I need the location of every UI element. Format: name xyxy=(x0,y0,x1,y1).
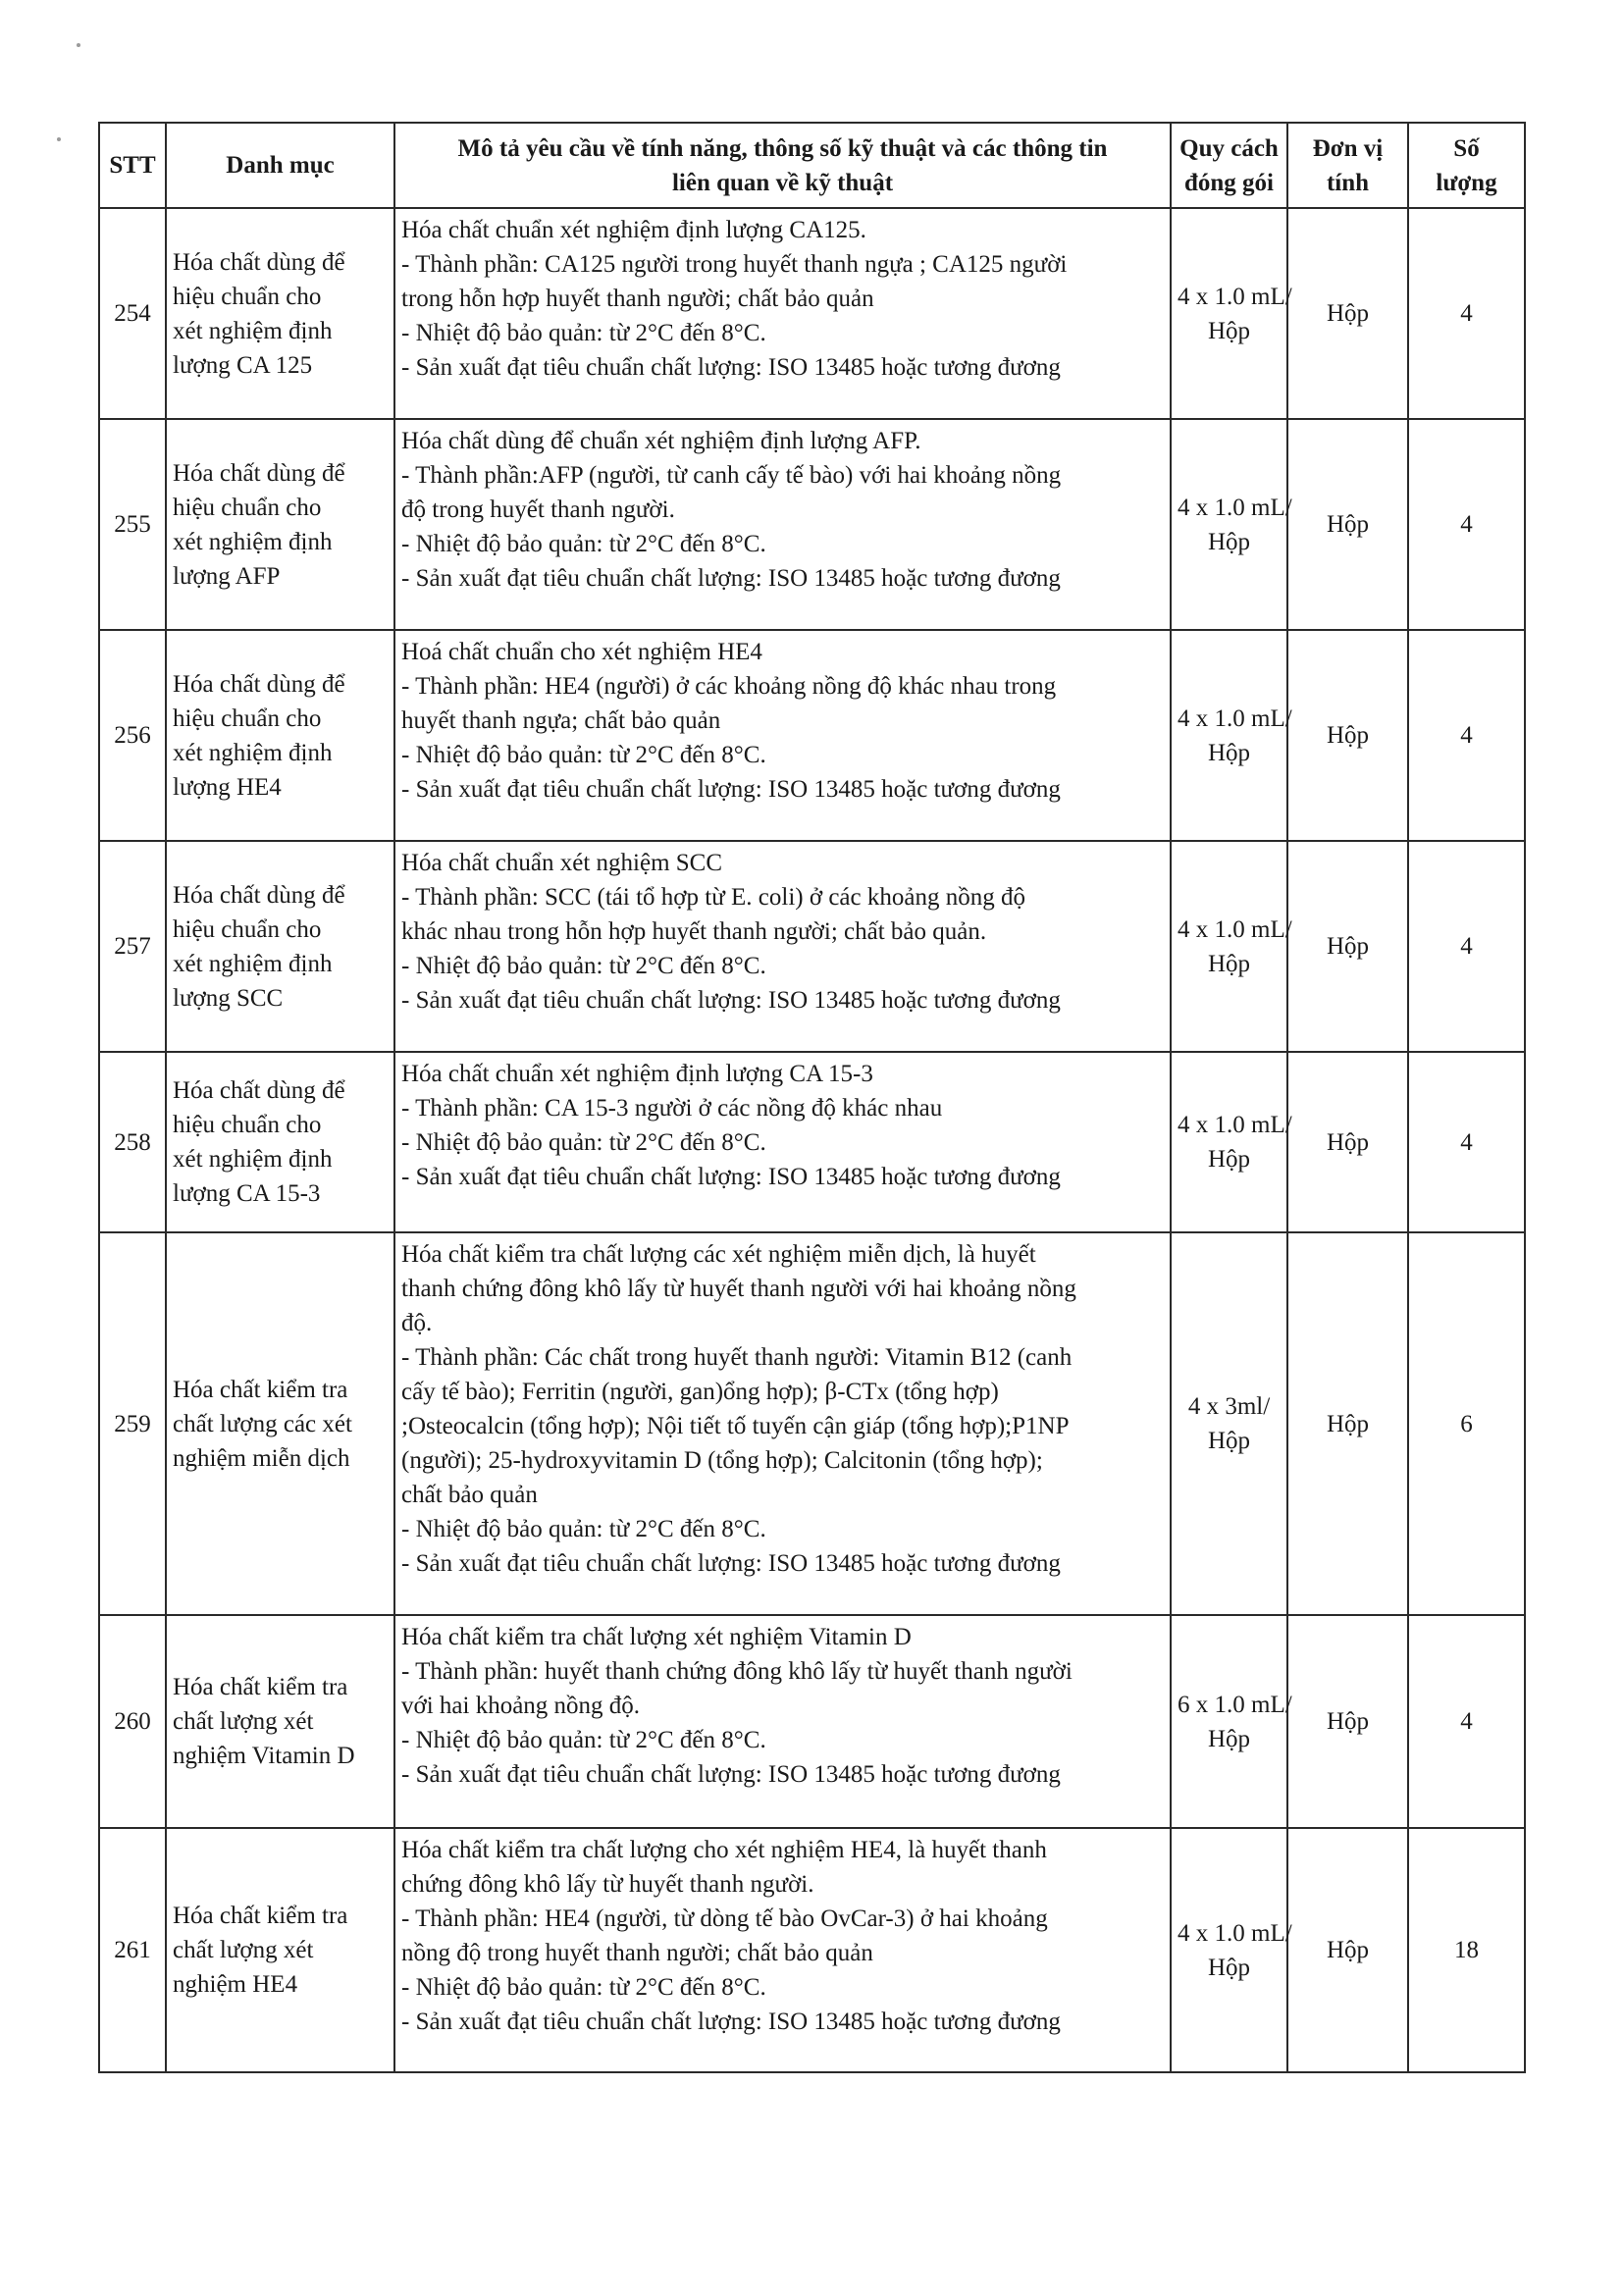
row-packaging xyxy=(1171,1052,1292,1232)
row-packaging xyxy=(1171,208,1292,419)
row-packaging-line: 6 x 1.0 mL/ xyxy=(1178,1691,1292,1718)
row-category-line: nghiệm HE4 xyxy=(173,1971,298,1998)
row-quantity: 4 xyxy=(1408,1615,1525,1828)
row-category-line: hiệu chuẩn cho xyxy=(173,915,322,943)
header-stt: STT xyxy=(99,123,166,208)
row-category-line: Hóa chất kiểm tra xyxy=(173,1903,348,1929)
row-packaging-line: 4 x 1.0 mL/ xyxy=(1178,494,1292,521)
header-quantity-line: lượng xyxy=(1436,169,1497,196)
row-stt: 258 xyxy=(99,1052,166,1232)
row-stt: 259 xyxy=(99,1232,166,1615)
row-category-line: lượng SCC xyxy=(173,984,284,1012)
header-category: Danh mục xyxy=(166,123,394,208)
row-description-line: Hóa chất chuẩn xét nghiệm định lượng CA125. xyxy=(401,217,866,243)
row-description-line: độ trong huyết thanh người. xyxy=(401,496,675,523)
row-unit: Hộp xyxy=(1287,1052,1408,1232)
row-description-line: - Thành phần: CA 15-3 người ở các nồng độ khác nhau xyxy=(401,1095,943,1122)
row-description-line: trong hỗn hợp huyết thanh người; chất bảo quản xyxy=(401,286,874,312)
row-description-line: - Nhiệt độ bảo quản: từ 2°C đến 8°C. xyxy=(401,1974,766,2001)
row-description-line: khác nhau trong hỗn hợp huyết thanh người; chất bảo quản. xyxy=(401,918,987,945)
row-description xyxy=(394,1052,1171,1232)
table-row xyxy=(99,1615,1525,1828)
row-quantity: 4 xyxy=(1408,208,1525,419)
row-packaging xyxy=(1171,419,1292,630)
row-description-line: ;Osteocalcin (tổng hợp); Nội tiết tố tuyến cận giáp (tổng hợp);P1NP xyxy=(401,1413,1070,1439)
table-header-row xyxy=(99,123,1525,208)
row-description-line: - Nhiệt độ bảo quản: từ 2°C đến 8°C. xyxy=(401,1727,766,1753)
row-packaging xyxy=(1171,1615,1292,1828)
row-description-line: huyết thanh ngựa; chất bảo quản xyxy=(401,707,721,734)
row-category-line: xét nghiệm định xyxy=(173,528,333,555)
row-stt: 257 xyxy=(99,841,166,1052)
row-category-line: nghiệm Vitamin D xyxy=(173,1743,355,1769)
row-category xyxy=(166,630,394,841)
row-description-line: - Thành phần: Các chất trong huyết thanh người: Vitamin B12 (canh xyxy=(401,1344,1073,1371)
row-packaging xyxy=(1171,841,1292,1052)
row-category xyxy=(166,1052,394,1232)
row-description-line: - Sản xuất đạt tiêu chuẩn chất lượng: ISO 13485 hoặc tương đương xyxy=(401,987,1061,1014)
row-category-line: lượng CA 15-3 xyxy=(173,1180,321,1207)
row-unit: Hộp xyxy=(1287,1615,1408,1828)
row-category-line: Hóa chất dùng để xyxy=(173,1077,345,1104)
row-description-line: Hóa chất kiểm tra chất lượng xét nghiệm Vitamin D xyxy=(401,1624,912,1650)
row-packaging-line: Hộp xyxy=(1207,528,1251,555)
row-description-line: - Sản xuất đạt tiêu chuẩn chất lượng: ISO 13485 hoặc tương đương xyxy=(401,776,1061,803)
row-description-line: - Nhiệt độ bảo quản: từ 2°C đến 8°C. xyxy=(401,1516,766,1542)
header-packaging xyxy=(1171,123,1287,208)
row-description-line: - Nhiệt độ bảo quản: từ 2°C đến 8°C. xyxy=(401,953,766,979)
row-packaging-line: Hộp xyxy=(1207,1954,1251,1981)
row-description-line: - Sản xuất đạt tiêu chuẩn chất lượng: ISO 13485 hoặc tương đương xyxy=(401,1164,1061,1190)
row-description-line: - Thành phần: SCC (tái tổ hợp từ E. coli) ở các khoảng nồng độ xyxy=(401,884,1025,911)
header-unit-line: tính xyxy=(1326,169,1370,196)
row-unit: Hộp xyxy=(1287,1828,1408,2072)
header-packaging-line: Quy cách xyxy=(1179,134,1279,162)
row-category-line: chất lượng xét xyxy=(173,1937,314,1963)
row-description-line: cấy tế bào); Ferritin (người, gan)ổng hợp); β-CTx (tổng hợp) xyxy=(401,1379,999,1405)
row-category-line: hiệu chuẩn cho xyxy=(173,704,322,732)
row-category-line: lượng HE4 xyxy=(173,773,282,801)
row-unit: Hộp xyxy=(1287,208,1408,419)
row-category-line: Hóa chất kiểm tra xyxy=(173,1376,348,1403)
row-description-line: - Thành phần: huyết thanh chứng đông khô lấy từ huyết thanh người xyxy=(401,1658,1073,1685)
row-description-line: chất bảo quản xyxy=(401,1482,538,1508)
row-quantity: 6 xyxy=(1408,1232,1525,1615)
row-category-line: Hóa chất dùng để xyxy=(173,459,345,487)
row-packaging-line: Hộp xyxy=(1207,739,1251,766)
row-description-line: - Thành phần: HE4 (người, từ dòng tế bào OvCar-3) ở hai khoảng xyxy=(401,1905,1048,1932)
row-category-line: chất lượng xét xyxy=(173,1708,314,1735)
row-category xyxy=(166,1615,394,1828)
row-description-line: với hai khoảng nồng độ. xyxy=(401,1693,641,1719)
header-unit xyxy=(1287,123,1408,208)
header-packaging-line: đóng gói xyxy=(1183,169,1274,196)
row-quantity: 4 xyxy=(1408,841,1525,1052)
row-description-line: Hóa chất chuẩn xét nghiệm định lượng CA 15-3 xyxy=(401,1061,873,1087)
row-packaging-line: Hộp xyxy=(1207,1428,1251,1454)
row-category-line: Hóa chất dùng để xyxy=(173,670,345,698)
row-description-line: Hoá chất chuẩn cho xét nghiệm HE4 xyxy=(401,639,762,665)
header-description xyxy=(394,123,1171,208)
table-row xyxy=(99,841,1525,1052)
row-packaging xyxy=(1171,1232,1287,1615)
row-description-line: thanh chứng đông khô lấy từ huyết thanh người với hai khoảng nồng xyxy=(401,1276,1076,1302)
row-category-line: xét nghiệm định xyxy=(173,739,333,766)
row-category-line: hiệu chuẩn cho xyxy=(173,283,322,310)
row-category xyxy=(166,419,394,630)
row-description-line: - Sản xuất đạt tiêu chuẩn chất lượng: ISO 13485 hoặc tương đương xyxy=(401,1761,1061,1788)
row-description-line: - Nhiệt độ bảo quản: từ 2°C đến 8°C. xyxy=(401,531,766,557)
row-packaging-line: 4 x 3ml/ xyxy=(1187,1393,1271,1420)
row-description xyxy=(394,1232,1171,1615)
row-stt: 260 xyxy=(99,1615,166,1828)
row-stt: 255 xyxy=(99,419,166,630)
row-description-line: nồng độ trong huyết thanh người; chất bảo quản xyxy=(401,1940,873,1966)
row-description-line: - Nhiệt độ bảo quản: từ 2°C đến 8°C. xyxy=(401,742,766,768)
row-description-line: độ. xyxy=(401,1310,433,1336)
row-packaging-line: Hộp xyxy=(1207,1725,1251,1752)
header-description-line: liên quan về kỹ thuật xyxy=(671,169,894,196)
technical-spec-table xyxy=(98,122,1526,2073)
row-description-line: - Thành phần: CA125 người trong huyết thanh ngựa ; CA125 người xyxy=(401,251,1068,278)
row-packaging-line: 4 x 1.0 mL/ xyxy=(1178,915,1292,943)
row-packaging xyxy=(1171,630,1292,841)
row-packaging-line: Hộp xyxy=(1207,1146,1251,1173)
row-description xyxy=(394,208,1171,419)
scan-speck xyxy=(77,43,80,47)
row-description-line: - Sản xuất đạt tiêu chuẩn chất lượng: ISO 13485 hoặc tương đương xyxy=(401,1550,1061,1577)
row-description-line: - Thành phần: HE4 (người) ở các khoảng nồng độ khác nhau trong xyxy=(401,673,1057,700)
header-quantity xyxy=(1408,123,1525,208)
row-stt: 261 xyxy=(99,1828,166,2072)
row-description-line: Hóa chất kiểm tra chất lượng các xét nghiệm miễn dịch, là huyết xyxy=(401,1241,1036,1268)
row-category-line: xét nghiệm định xyxy=(173,1146,333,1173)
row-stt: 254 xyxy=(99,208,166,419)
row-category-line: hiệu chuẩn cho xyxy=(173,1112,322,1138)
row-category xyxy=(166,841,394,1052)
row-packaging-line: 4 x 1.0 mL/ xyxy=(1178,704,1292,732)
header-quantity-line: Số xyxy=(1453,134,1480,162)
row-stt: 256 xyxy=(99,630,166,841)
row-packaging xyxy=(1171,1828,1292,2072)
row-category-line: nghiệm miễn dịch xyxy=(173,1444,350,1472)
row-category-line: xét nghiệm định xyxy=(173,950,333,977)
row-category xyxy=(166,1232,394,1615)
row-description xyxy=(394,841,1171,1052)
row-unit: Hộp xyxy=(1287,630,1408,841)
row-category-line: Hóa chất dùng để xyxy=(173,881,345,909)
row-description-line: - Nhiệt độ bảo quản: từ 2°C đến 8°C. xyxy=(401,1129,766,1156)
row-unit: Hộp xyxy=(1287,1232,1408,1615)
row-description-line: chứng đông khô lấy từ huyết thanh người. xyxy=(401,1871,814,1898)
row-category xyxy=(166,1828,394,2072)
row-unit: Hộp xyxy=(1287,841,1408,1052)
row-packaging-line: 4 x 1.0 mL/ xyxy=(1178,1112,1292,1138)
row-description-line: Hóa chất dùng để chuẩn xét nghiệm định lượng AFP. xyxy=(401,428,921,454)
row-quantity: 4 xyxy=(1408,630,1525,841)
row-quantity: 4 xyxy=(1408,1052,1525,1232)
row-category-line: xét nghiệm định xyxy=(173,317,333,344)
row-description xyxy=(394,1615,1171,1828)
row-packaging-line: Hộp xyxy=(1207,950,1251,977)
scan-speck xyxy=(57,137,61,141)
row-description-line: - Sản xuất đạt tiêu chuẩn chất lượng: ISO 13485 hoặc tương đương xyxy=(401,2009,1061,2035)
header-unit-line: Đơn vị xyxy=(1312,134,1384,162)
row-category-line: lượng AFP xyxy=(173,562,281,590)
row-category-line: chất lượng các xét xyxy=(173,1410,352,1437)
row-description-line: - Thành phần:AFP (người, từ canh cấy tế bào) với hai khoảng nồng xyxy=(401,462,1062,489)
row-category xyxy=(166,208,394,419)
row-category-line: Hóa chất dùng để xyxy=(173,248,345,276)
row-category-line: lượng CA 125 xyxy=(173,351,313,379)
row-packaging-line: 4 x 1.0 mL/ xyxy=(1178,1919,1292,1947)
table-row xyxy=(99,419,1525,630)
row-packaging-line: Hộp xyxy=(1207,317,1251,344)
table-row xyxy=(99,1052,1525,1232)
row-description-line: (người); 25-hydroxyvitamin D (tổng hợp); Calcitonin (tổng hợp); xyxy=(401,1447,1043,1474)
row-description-line: - Nhiệt độ bảo quản: từ 2°C đến 8°C. xyxy=(401,320,766,346)
row-quantity: 4 xyxy=(1408,419,1525,630)
header-description-line: Mô tả yêu cầu về tính năng, thông số kỹ thuật và các thông tin xyxy=(457,134,1108,162)
row-unit: Hộp xyxy=(1287,419,1408,630)
row-description-line: Hóa chất kiểm tra chất lượng cho xét nghiệm HE4, là huyết thanh xyxy=(401,1837,1047,1863)
row-description xyxy=(394,630,1171,841)
row-category-line: hiệu chuẩn cho xyxy=(173,494,322,521)
table-row xyxy=(99,1232,1525,1615)
row-description-line: Hóa chất chuẩn xét nghiệm SCC xyxy=(401,850,723,876)
table-row xyxy=(99,208,1525,419)
row-category-line: Hóa chất kiểm tra xyxy=(173,1674,348,1700)
table-row xyxy=(99,1828,1525,2072)
row-description-line: - Sản xuất đạt tiêu chuẩn chất lượng: ISO 13485 hoặc tương đương xyxy=(401,565,1061,592)
row-packaging-line: 4 x 1.0 mL/ xyxy=(1178,283,1292,310)
row-description xyxy=(394,1828,1171,2072)
table-row xyxy=(99,630,1525,841)
row-description-line: - Sản xuất đạt tiêu chuẩn chất lượng: ISO 13485 hoặc tương đương xyxy=(401,354,1061,381)
row-description xyxy=(394,419,1171,630)
row-quantity: 18 xyxy=(1408,1828,1525,2072)
